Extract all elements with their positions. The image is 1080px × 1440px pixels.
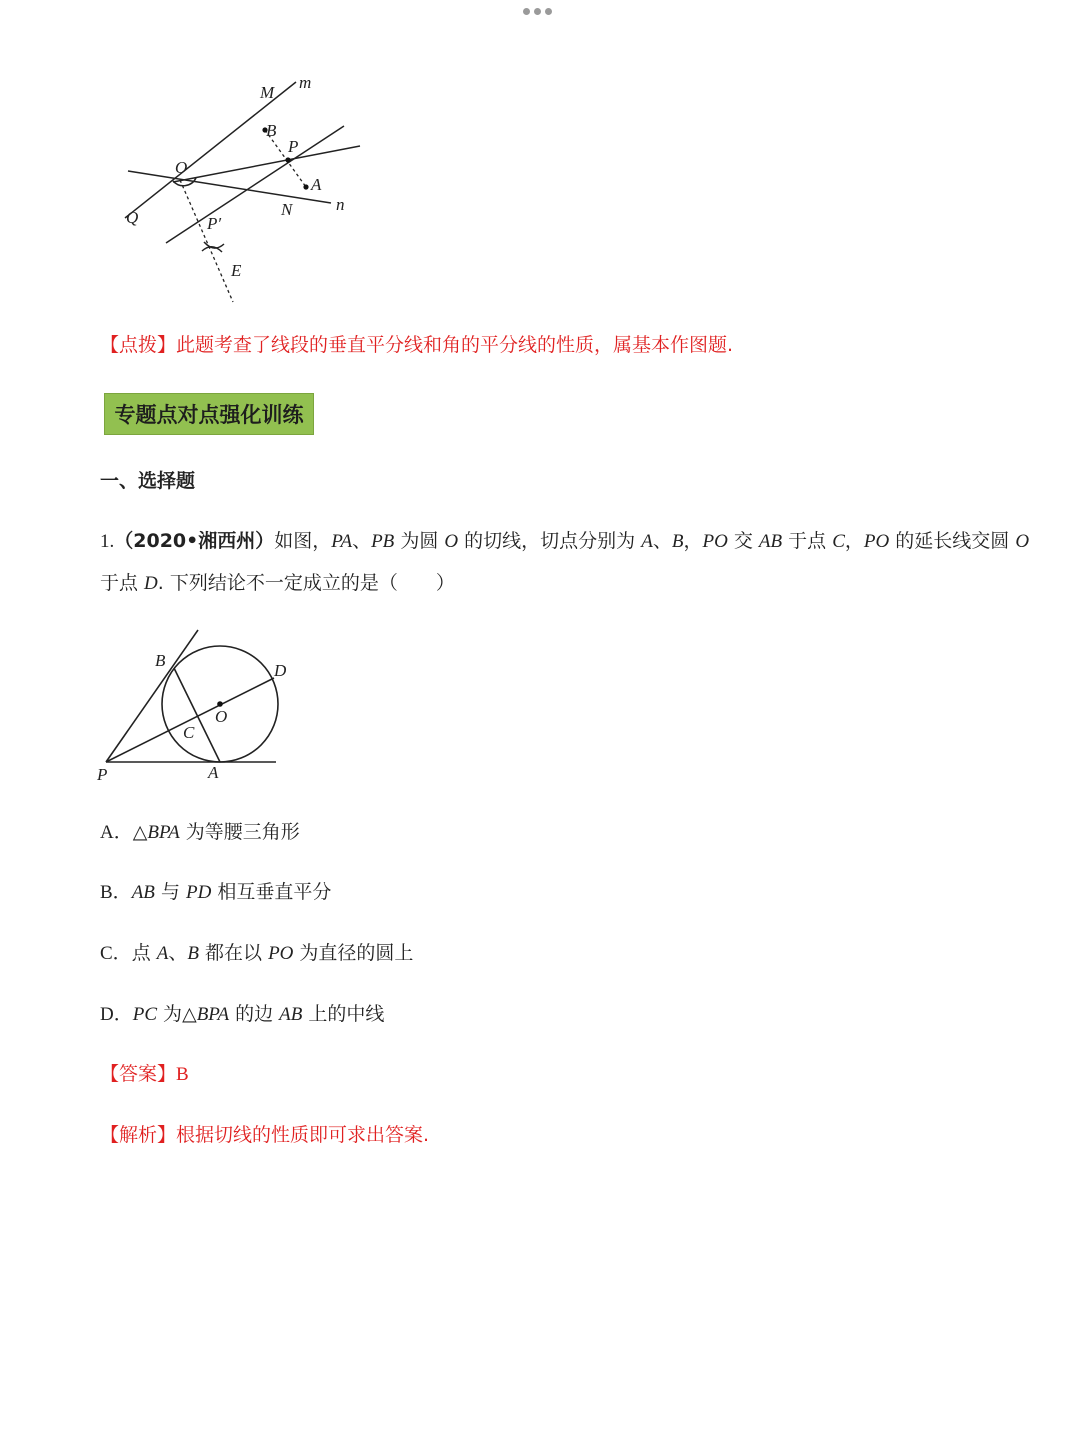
option-text: 为等腰三角形 [179,821,300,843]
option-c [100,939,413,968]
label-P-prime: P′ [207,214,222,233]
label-n: n [336,195,345,214]
line-n [128,171,331,203]
tip-tag: 【点拨】 [100,334,177,356]
line-PD [106,678,274,762]
label-D: D [274,661,287,680]
triangle-symbol: △ [182,1003,197,1025]
label-P: P [288,137,299,156]
answer-value: B [176,1064,189,1085]
label-O: O [175,158,188,177]
label-A: A [208,763,219,782]
option-prefix: A． [100,822,133,843]
math-C: C [832,531,845,552]
option-text: 为直径的圆上 [293,942,414,964]
question-text: ， [683,530,703,552]
math-O: O [444,531,459,552]
question-text: 、 [352,530,372,552]
math-PD: PD [186,882,212,903]
label-C: C [183,723,195,742]
center-O [217,701,223,707]
option-d [100,1000,384,1029]
question-text: 、 [652,530,672,552]
question-text: 于点 [782,530,833,552]
question-line-1 [100,527,1029,556]
math-PO: PO [702,531,728,552]
label-O: O [215,707,228,726]
option-text: 、 [168,942,188,964]
option-text: 的边 [229,1003,280,1025]
option-text: 都在以 [198,942,269,964]
option-text: 上的中线 [302,1003,385,1025]
math-AB: AB [758,531,783,552]
option-text: 为 [157,1003,183,1025]
option-b [100,878,331,907]
tangent-circle-figure [88,622,298,792]
label-B: B [155,651,166,670]
math-PO: PO [268,943,294,964]
line-m [125,82,299,218]
math-A: A [156,943,169,964]
tip-text: 此题考查了线段的垂直平分线和角的平分线的性质，属基本作图题. [176,334,734,356]
question-text: 交 [727,530,759,552]
section-title: 专题点对点强化训练 [104,393,314,435]
math-B: B [187,943,199,964]
question-text: 于点 [100,572,145,594]
question-number: 1. [100,531,115,552]
question-text: 的延长线交圆 [889,530,1016,552]
math-PB: PB [371,531,395,552]
math-AB: AB [131,882,155,903]
question-text: 如图， [274,530,332,552]
option-prefix: B． [100,882,132,903]
question-text: . 下列结论不一定成立的是（ ） [157,572,455,594]
option-prefix: C． [100,943,132,964]
tip-paragraph [100,331,733,359]
angle-bisector-figure [118,70,378,310]
math-PC: PC [132,1004,158,1025]
analysis-line [100,1121,429,1149]
option-prefix: D． [100,1004,133,1025]
point-P [285,157,290,162]
label-m: m [299,73,312,92]
label-E: E [231,261,242,280]
question-text: 的切线，切点分别为 [458,530,642,552]
label-P: P [97,765,108,784]
math-D: D [144,573,158,594]
tangent-PB [106,630,198,762]
question-text: 为圆 [394,530,445,552]
label-N: N [281,200,293,219]
math-BPA: BPA [196,1004,230,1025]
analysis-tag: 【解析】 [100,1124,177,1146]
option-text: 相互垂直平分 [211,881,332,903]
math-B: B [671,531,684,552]
math-A: A [641,531,653,552]
line-OE [180,180,233,302]
analysis-text: 根据切线的性质即可求出答案. [176,1124,430,1146]
label-B: B [266,121,277,140]
point-A [303,184,308,189]
more-dots-icon[interactable] [523,8,552,15]
math-BPA: BPA [147,822,180,843]
answer-tag: 【答案】 [100,1063,177,1085]
math-PA: PA [331,531,353,552]
label-A: A [311,175,322,194]
triangle-symbol: △ [132,821,148,843]
math-O: O [1015,531,1030,552]
math-AB: AB [279,1004,303,1025]
option-text: 点 [131,942,157,964]
math-PO: PO [863,531,890,552]
section-heading: 一、选择题 [100,470,196,492]
label-Q: Q [126,208,139,227]
answer-line [100,1060,189,1089]
option-a [100,818,300,847]
question-source: （2020•湘西州） [114,530,275,552]
question-line-2 [100,569,455,598]
label-M: M [260,83,275,102]
option-text: 与 [154,881,186,903]
question-text: ， [844,530,864,552]
